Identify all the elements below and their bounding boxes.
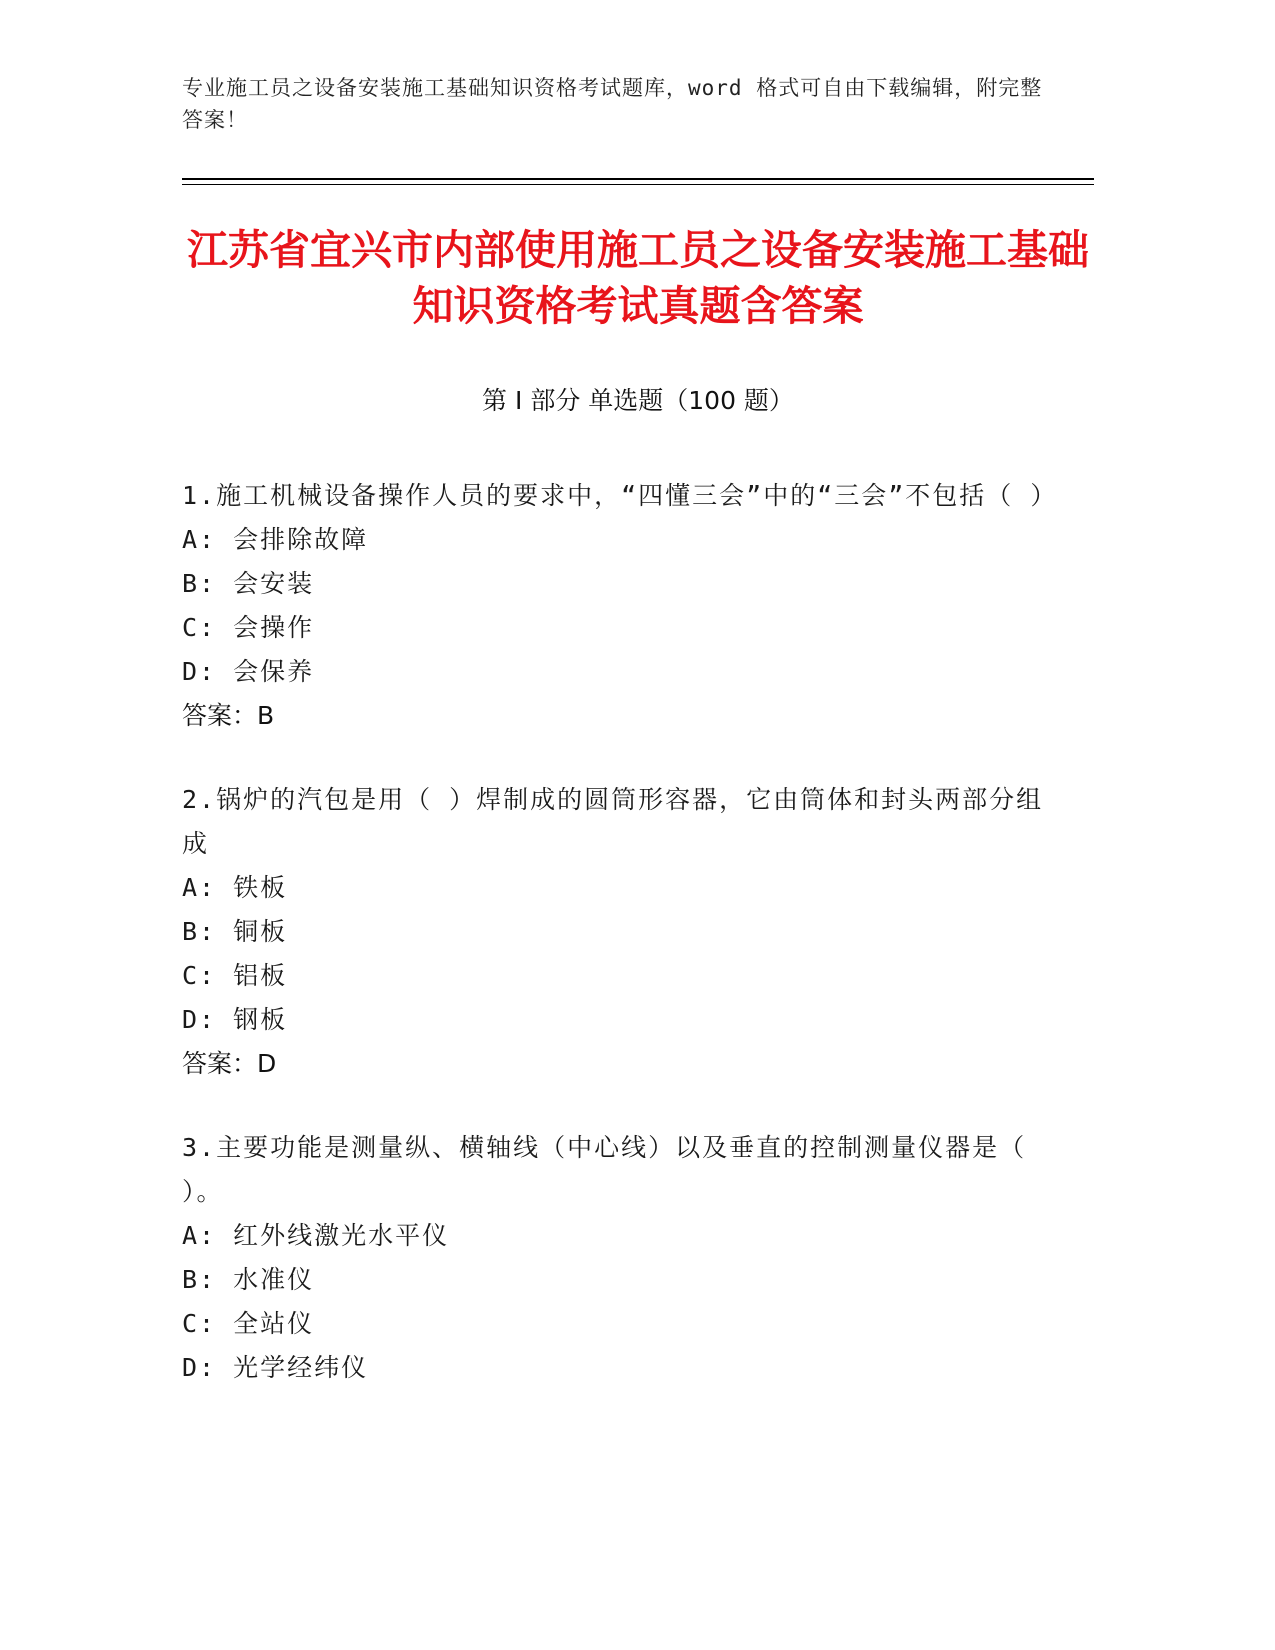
option-d: D: 光学经纬仪 bbox=[182, 1353, 369, 1382]
document-title: 江苏省宜兴市内部使用施工员之设备安装施工基础知识资格考试真题含答案 bbox=[187, 226, 1089, 330]
option-c: C: 全站仪 bbox=[182, 1309, 315, 1338]
header-rule-thick bbox=[182, 178, 1094, 180]
option-b: B: 会安装 bbox=[182, 569, 315, 598]
header-rule-thin bbox=[182, 184, 1094, 185]
option-a: A: 铁板 bbox=[182, 873, 288, 902]
section-title: 第 I 部分 单选题（100 题） bbox=[482, 386, 794, 415]
question-list bbox=[182, 474, 1062, 1430]
answer: 答案：B bbox=[182, 701, 275, 730]
question-text: 1.施工机械设备操作人员的要求中，“四懂三会”中的“三会”不包括（ ） bbox=[182, 481, 1058, 510]
header-note: 专业施工员之设备安装施工基础知识资格考试题库，word 格式可自由下载编辑，附完整答案！ bbox=[182, 76, 1043, 132]
option-a: A: 会排除故障 bbox=[182, 525, 369, 554]
answer: 答案：D bbox=[182, 1049, 277, 1078]
question-text: 2.锅炉的汽包是用（ ）焊制成的圆筒形容器，它由筒体和封头两部分组成 bbox=[182, 785, 1044, 858]
option-a: A: 红外线激光水平仪 bbox=[182, 1221, 450, 1250]
question-3 bbox=[182, 1126, 1062, 1390]
option-b: B: 铜板 bbox=[182, 917, 288, 946]
option-d: D: 会保养 bbox=[182, 657, 315, 686]
option-b: B: 水准仪 bbox=[182, 1265, 315, 1294]
question-1 bbox=[182, 474, 1062, 738]
option-d: D: 钢板 bbox=[182, 1005, 288, 1034]
question-2 bbox=[182, 778, 1062, 1086]
option-c: C: 铝板 bbox=[182, 961, 288, 990]
question-text: 3.主要功能是测量纵、横轴线（中心线）以及垂直的控制测量仪器是（ ）。 bbox=[182, 1133, 1027, 1206]
option-c: C: 会操作 bbox=[182, 613, 315, 642]
